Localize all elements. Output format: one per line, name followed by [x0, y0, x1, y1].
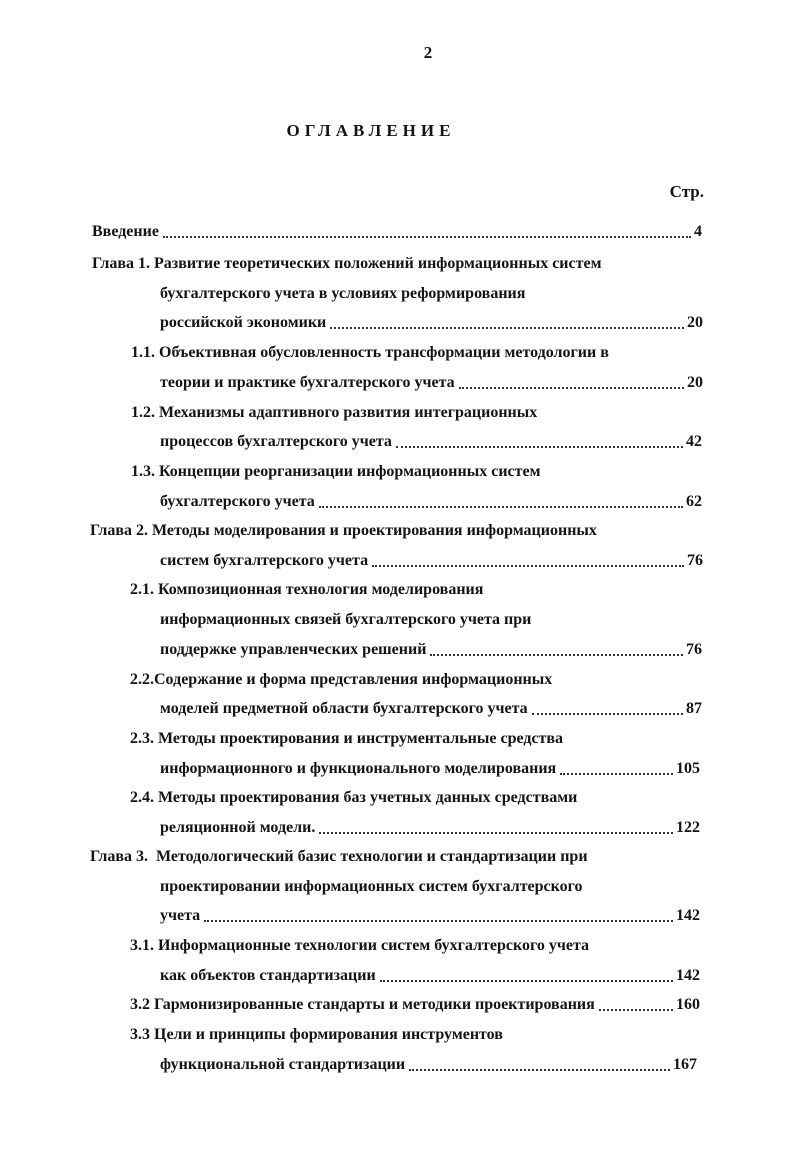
toc-entry-title: поддержке управленческих решений: [160, 641, 427, 658]
toc-entry-intro[interactable]: [92, 222, 702, 242]
leader-dots: [532, 713, 683, 715]
toc-entry-title: Глава 2. Методы моделирования и проектирования информационных: [90, 522, 597, 539]
toc-entry-title: российской экономики: [160, 314, 327, 331]
toc-entry-continuation: [160, 906, 700, 926]
toc-entry-continuation: [160, 759, 700, 779]
toc-entry-page: 142: [676, 967, 700, 984]
toc-entry-title: 2.4. Методы проектирования баз учетных данных средствами: [130, 789, 578, 806]
toc-entry-title: информационных связей бухгалтерского учета при: [160, 611, 532, 628]
toc-entry-section-1-2[interactable]: [131, 403, 537, 423]
toc-entry-chapter-2[interactable]: [90, 521, 597, 541]
toc-entry-chapter-3[interactable]: [90, 847, 588, 867]
leader-dots: [163, 236, 691, 238]
toc-entry-continuation: [160, 373, 703, 393]
toc-title: ОГЛАВЛЕНИЕ: [286, 121, 456, 140]
leader-dots: [319, 506, 683, 508]
toc-entry-title: реляционной модели.: [160, 819, 316, 836]
leader-dots: [204, 920, 673, 922]
toc-entry-page: 42: [686, 433, 702, 450]
toc-entry-page: 167: [673, 1056, 697, 1073]
toc-entry-title: информационного и функционального моделирования: [160, 760, 557, 777]
leader-dots: [396, 446, 683, 448]
page-column-header: Стр.: [669, 182, 704, 201]
toc-entry-page: 4: [694, 223, 702, 240]
toc-entry-title: 3.2 Гармонизированные стандарты и методики проектирования: [130, 996, 595, 1013]
toc-entry-page: 76: [686, 641, 702, 658]
leader-dots: [560, 773, 673, 775]
toc-entry-continuation: [160, 432, 702, 452]
toc-entry-title: проектировании информационных систем бухгалтерского: [160, 878, 583, 895]
toc-entry-title: 1.2. Механизмы адаптивного развития интеграционных: [131, 404, 538, 421]
toc-entry-title: Глава 1. Развитие теоретических положений информационных систем: [92, 255, 602, 272]
toc-entry-title: бухгалтерского учета: [160, 493, 315, 510]
toc-entry-continuation: [160, 818, 700, 838]
toc-entry-title: 2.1. Композиционная технология моделирования: [130, 581, 484, 598]
toc-entry-continuation: [160, 284, 525, 304]
toc-entry-title: 1.1. Объективная обусловленность трансформации методологии в: [131, 344, 609, 361]
toc-entry-chapter-1[interactable]: [92, 254, 601, 274]
toc-entry-page: 62: [686, 493, 702, 510]
toc-entry-continuation: [160, 966, 700, 986]
toc-entry-continuation: [160, 551, 703, 571]
toc-entry-continuation: [160, 1055, 697, 1075]
toc-entry-page: 142: [676, 907, 700, 924]
toc-entry-section-1-1[interactable]: [131, 343, 609, 363]
toc-entry-page: 20: [687, 374, 703, 391]
toc-entry-title: Глава 3. Методологический базис технологии и стандартизации при: [90, 848, 588, 865]
toc-entry-page: 122: [676, 819, 700, 836]
toc-entry-continuation: [160, 492, 702, 512]
toc-entry-section-3-3[interactable]: [130, 1025, 503, 1045]
toc-entry-title: систем бухгалтерского учета: [160, 552, 369, 569]
toc-entry-page: 105: [676, 760, 700, 777]
leader-dots: [430, 654, 683, 656]
toc-entry-continuation: [160, 610, 531, 630]
leader-dots: [459, 387, 684, 389]
toc-entry-continuation: [160, 640, 702, 660]
leader-dots: [380, 980, 673, 982]
toc-entry-continuation: [160, 313, 703, 333]
leader-dots: [372, 565, 684, 567]
toc-entry-continuation: [160, 877, 583, 897]
toc-entry-page: 20: [687, 314, 703, 331]
toc-entry-page: 76: [687, 552, 703, 569]
toc-entry-section-2-2[interactable]: [130, 670, 552, 690]
toc-entry-title: 3.3 Цели и принципы формирования инструментов: [130, 1026, 503, 1043]
toc-entry-title: 2.2.Содержание и форма представления информационных: [130, 671, 553, 688]
toc-entry-section-2-1[interactable]: [130, 580, 483, 600]
toc-entry-title: бухгалтерского учета в условиях реформирования: [160, 285, 526, 302]
toc-entry-section-3-2[interactable]: [130, 995, 700, 1015]
toc-entry-page: 160: [676, 996, 700, 1013]
toc-entry-section-3-1[interactable]: [130, 936, 589, 956]
toc-entry-section-1-3[interactable]: [131, 462, 541, 482]
toc-entry-title: 1.3. Концепции реорганизации информационных систем: [131, 463, 541, 480]
toc-entry-section-2-3[interactable]: [130, 729, 563, 749]
toc-entry-title: процессов бухгалтерского учета: [160, 433, 392, 450]
toc-entry-title: 3.1. Информационные технологии систем бухгалтерского учета: [130, 937, 590, 954]
leader-dots: [330, 327, 684, 329]
toc-entry-title: моделей предметной области бухгалтерского учета: [160, 700, 528, 717]
toc-entry-page: 87: [686, 700, 702, 717]
toc-entry-section-2-4[interactable]: [130, 788, 577, 808]
toc-entry-title: Введение: [92, 223, 159, 240]
toc-entry-title: учета: [160, 907, 201, 924]
toc-entry-title: теории и практике бухгалтерского учета: [160, 374, 455, 391]
leader-dots: [319, 832, 673, 834]
toc-entry-title: 2.3. Методы проектирования и инструментальные средства: [130, 730, 564, 747]
toc-entry-title: функциональной стандартизации: [160, 1056, 406, 1073]
toc-entry-title: как объектов стандартизации: [160, 967, 376, 984]
page-number: 2: [423, 43, 433, 62]
toc-entry-continuation: [160, 699, 702, 719]
leader-dots: [599, 1009, 673, 1011]
leader-dots: [409, 1069, 670, 1071]
